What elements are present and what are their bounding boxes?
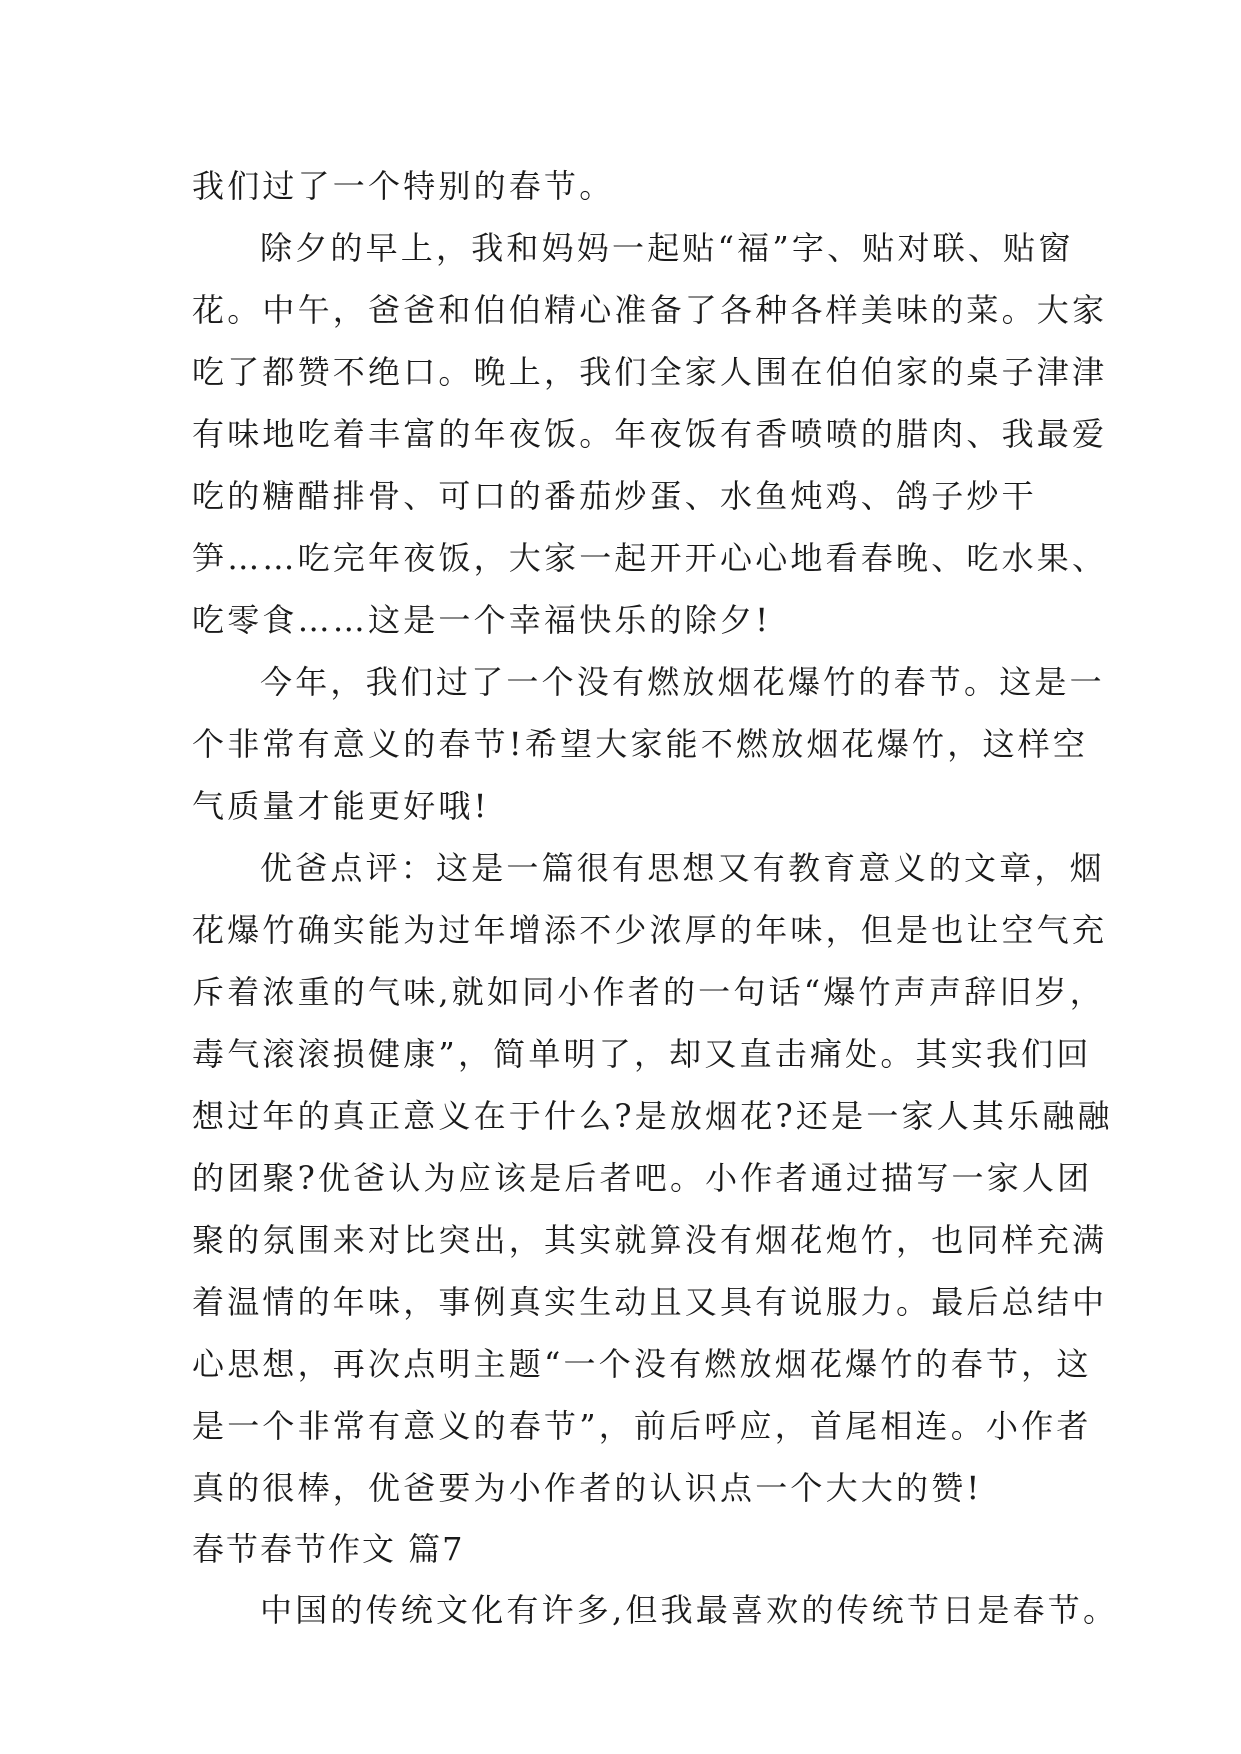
text-line: 笋……吃完年夜饭，大家一起开开心心地看春晚、吃水果、 — [192, 539, 1108, 577]
text-line: 是一个非常有意义的春节”，前后呼应，首尾相连。小作者 — [192, 1407, 1092, 1445]
text-line: 花爆竹确实能为过年增添不少浓厚的年味，但是也让空气充 — [192, 911, 1108, 949]
text-line: 有味地吃着丰富的年夜饭。年夜饭有香喷喷的腊肉、我最爱 — [192, 415, 1108, 453]
text-line: 聚的氛围来对比突出，其实就算没有烟花炮竹，也同样充满 — [192, 1221, 1108, 1259]
text-line: 除夕的早上，我和妈妈一起贴“福”字、贴对联、贴窗 — [260, 229, 1074, 267]
text-line: 真的很棒，优爸要为小作者的认识点一个大大的赞! — [192, 1469, 983, 1507]
text-line: 气质量才能更好哦! — [192, 787, 490, 825]
text-line: 我们过了一个特别的春节。 — [192, 167, 615, 205]
text-line: 吃的糖醋排骨、可口的番茄炒蛋、水鱼炖鸡、鸽子炒干 — [192, 477, 1037, 515]
text-line: 吃了都赞不绝口。晚上，我们全家人围在伯伯家的桌子津津 — [192, 353, 1108, 391]
text-line: 个非常有意义的春节!希望大家能不燃放烟花爆竹，这样空 — [192, 725, 1089, 763]
text-line: 着温情的年味，事例真实生动且又具有说服力。最后总结中 — [192, 1283, 1108, 1321]
text-line: 心思想，再次点明主题“一个没有燃放烟花爆竹的春节，这 — [192, 1345, 1092, 1383]
text-line: 的团聚?优爸认为应该是后者吧。小作者通过描写一家人团 — [192, 1159, 1093, 1197]
text-line: 毒气滚滚损健康”，简单明了，却又直击痛处。其实我们回 — [192, 1035, 1092, 1073]
text-line: 斥着浓重的气味,就如同小作者的一句话“爆竹声声辞旧岁， — [192, 973, 1105, 1011]
text-line: 优爸点评：这是一篇很有思想又有教育意义的文章，烟 — [260, 849, 1105, 887]
document-body — [192, 155, 1119, 1641]
text-line: 中国的传统文化有许多,但我最喜欢的传统节日是春节。 — [260, 1591, 1119, 1629]
text-line: 吃零食……这是一个幸福快乐的除夕! — [192, 601, 772, 639]
text-line: 想过年的真正意义在于什么?是放烟花?还是一家人其乐融融 — [192, 1097, 1113, 1135]
text-line: 花。中午，爸爸和伯伯精心准备了各种各样美味的菜。大家 — [192, 291, 1108, 329]
text-line: 今年，我们过了一个没有燃放烟花爆竹的春节。这是一 — [260, 663, 1105, 701]
section-heading: 春节春节作文 篇7 — [192, 1530, 465, 1568]
